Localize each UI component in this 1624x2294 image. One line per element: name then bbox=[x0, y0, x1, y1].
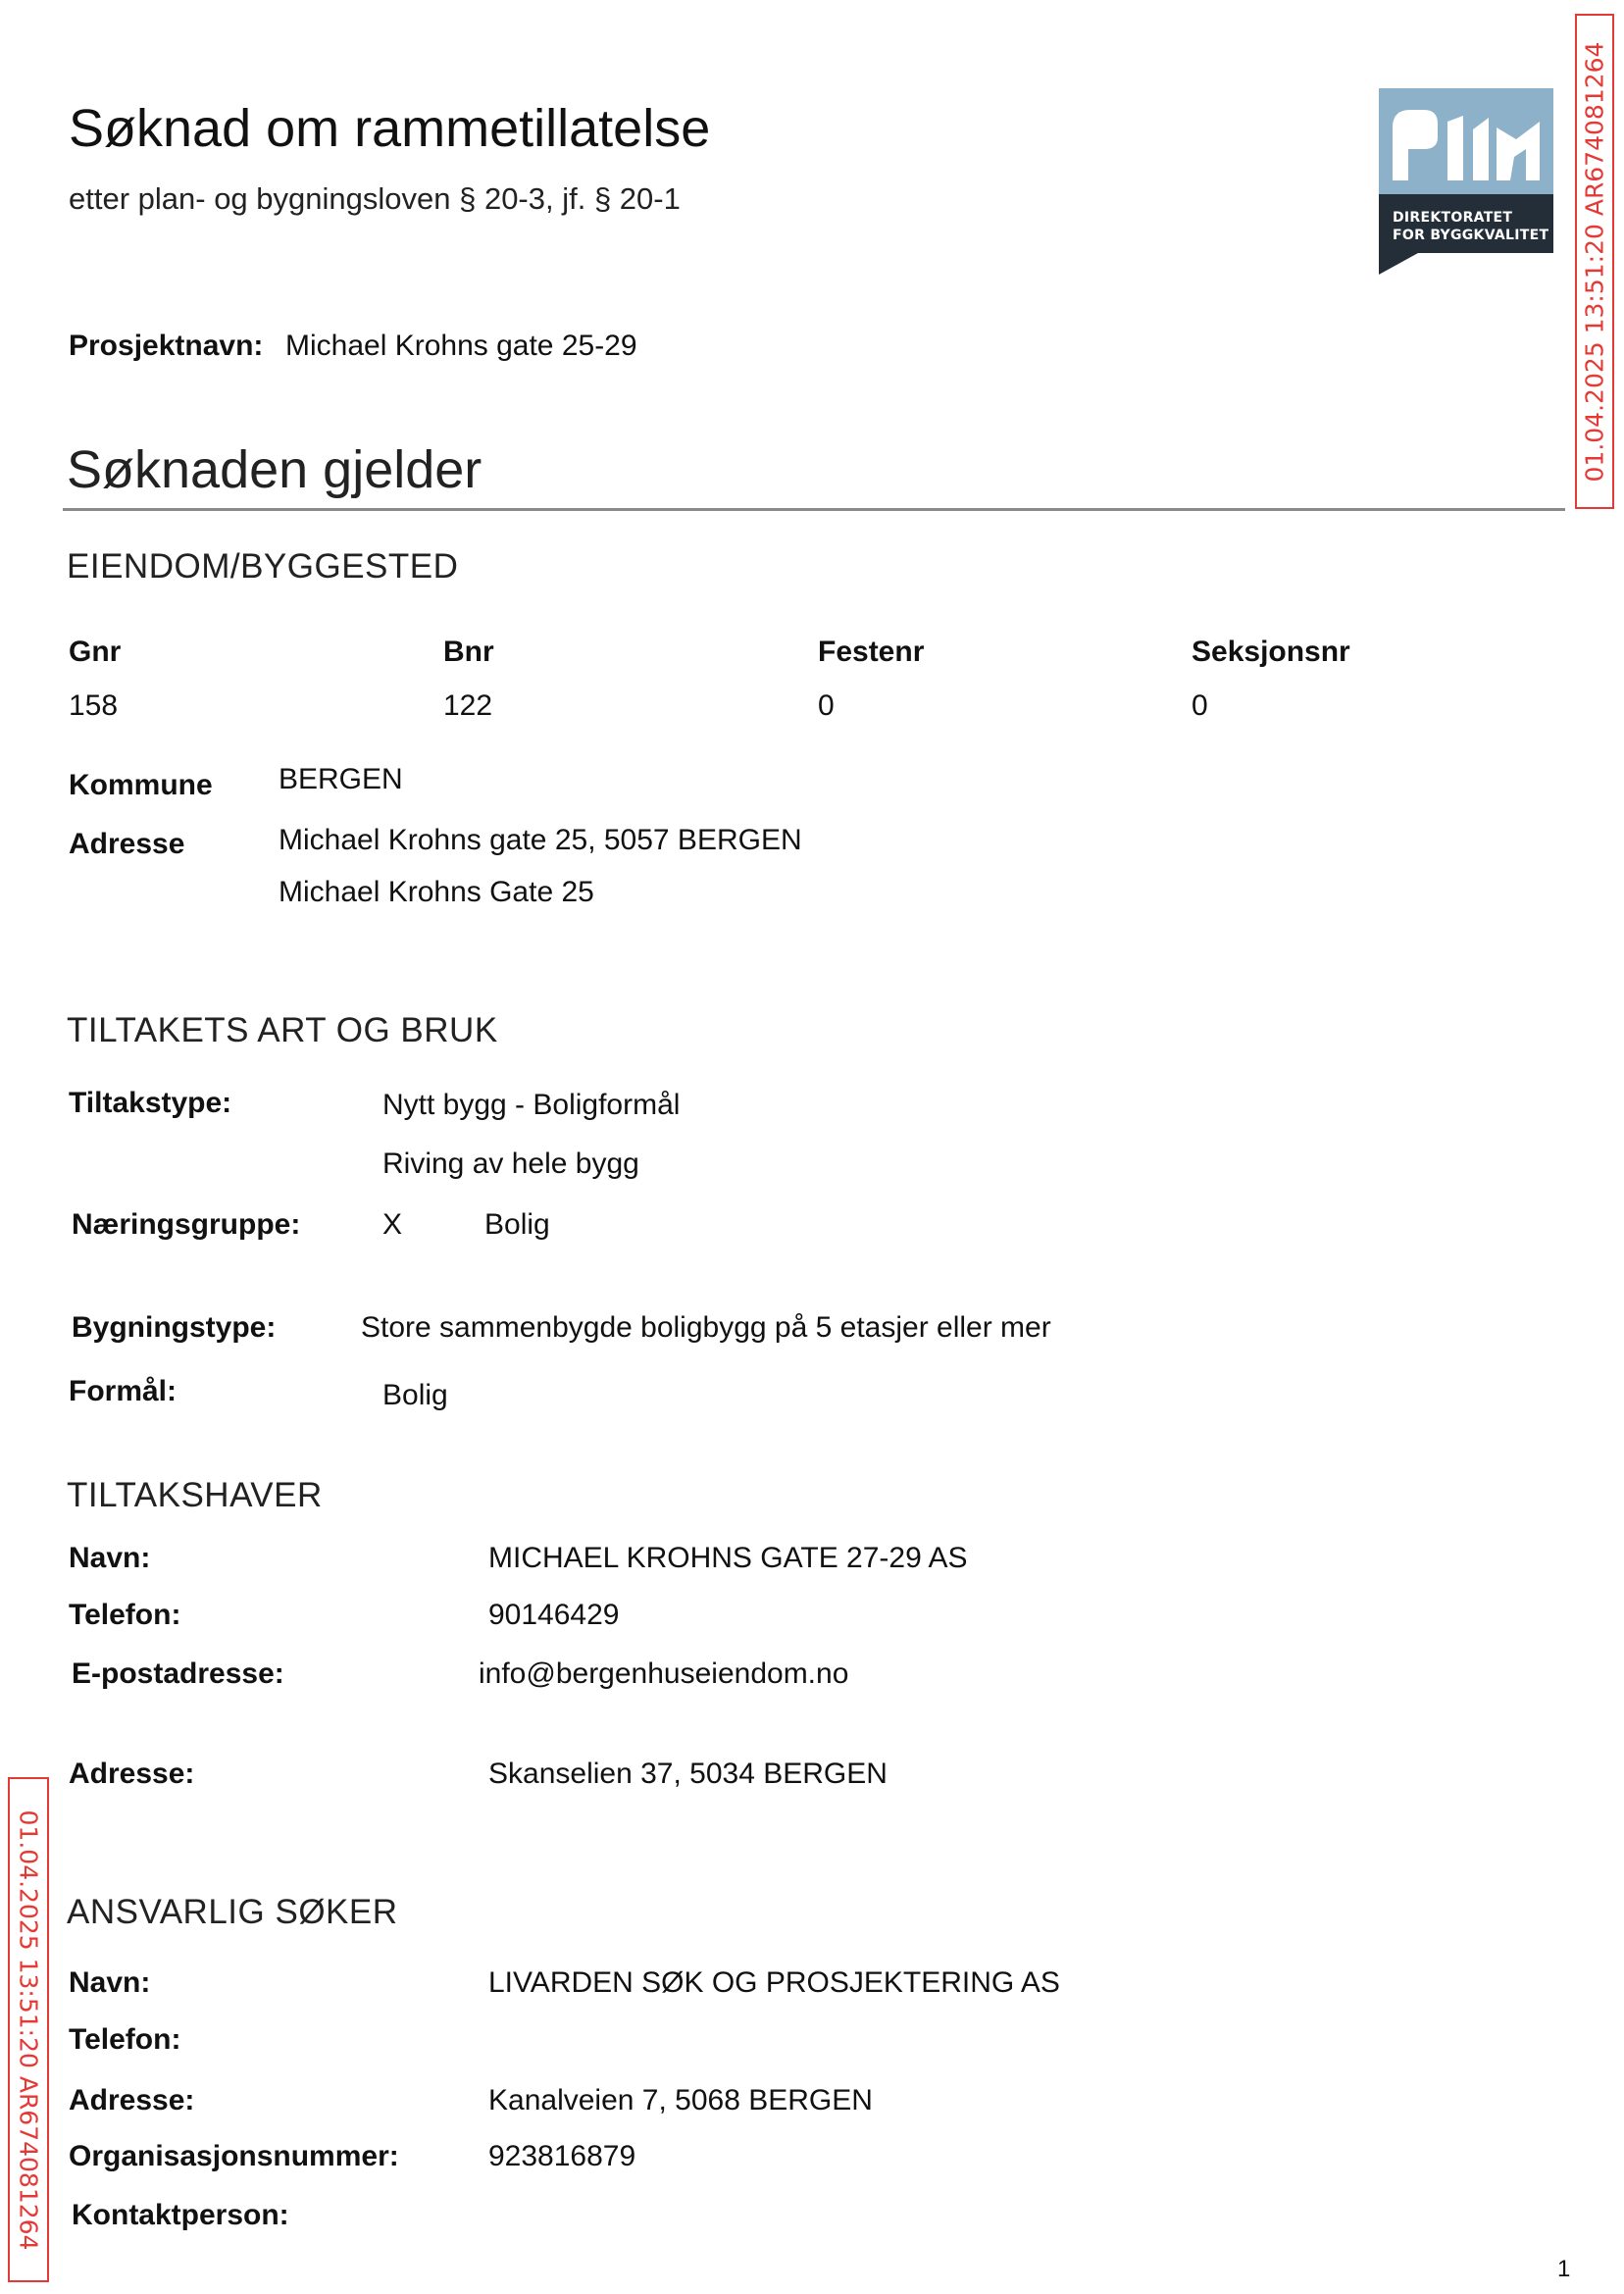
soker-telefon-label: Telefon: bbox=[69, 2023, 181, 2056]
festenr-value: 0 bbox=[818, 689, 835, 722]
tiltakshaver-epost-value: info@bergenhuseiendom.no bbox=[479, 1657, 849, 1690]
adresse-line2: Michael Krohns Gate 25 bbox=[279, 876, 594, 908]
stamp-text: 01.04.2025 13:51:20 AR674081264 bbox=[14, 1810, 43, 2250]
soker-adresse-value: Kanalveien 7, 5068 BERGEN bbox=[488, 2084, 873, 2116]
timestamp-stamp-right bbox=[1575, 14, 1614, 509]
bygningstype-value: Store sammenbygde boligbygg på 5 etasjer eller mer bbox=[361, 1311, 1051, 1344]
soker-heading: ANSVARLIG SØKER bbox=[67, 1893, 398, 1931]
project-name-label: Prosjektnavn: bbox=[69, 330, 264, 362]
document-subtitle: etter plan- og bygningsloven § 20-3, jf. § 20-1 bbox=[69, 181, 681, 216]
gnr-label: Gnr bbox=[69, 636, 122, 668]
adresse-line1: Michael Krohns gate 25, 5057 BERGEN bbox=[279, 824, 802, 856]
tiltakstype-value-2: Riving av hele bygg bbox=[382, 1147, 639, 1180]
bnr-label: Bnr bbox=[443, 636, 494, 668]
soker-org-label: Organisasjonsnummer: bbox=[69, 2140, 399, 2172]
soker-org-value: 923816879 bbox=[488, 2140, 636, 2172]
soker-kontakt-label: Kontaktperson: bbox=[72, 2199, 289, 2231]
stamp-text: 01.04.2025 13:51:20 AR674081264 bbox=[1580, 41, 1609, 482]
page-number: 1 bbox=[1557, 2256, 1571, 2282]
tiltakstype-value-1: Nytt bygg - Boligformål bbox=[382, 1089, 681, 1121]
bygningstype-label: Bygningstype: bbox=[72, 1311, 277, 1344]
naeringsgruppe-code: X bbox=[382, 1208, 403, 1241]
soker-navn-label: Navn: bbox=[69, 1966, 151, 1999]
adresse-label: Adresse bbox=[69, 828, 185, 860]
section-divider bbox=[63, 508, 1565, 511]
section-heading: Søknaden gjelder bbox=[67, 440, 482, 499]
tiltak-heading: TILTAKETS ART OG BRUK bbox=[67, 1011, 498, 1049]
bnr-value: 122 bbox=[443, 689, 493, 722]
project-name-value: Michael Krohns gate 25-29 bbox=[285, 330, 637, 362]
tiltakshaver-epost-label: E-postadresse: bbox=[72, 1657, 284, 1690]
tiltakstype-label: Tiltakstype: bbox=[69, 1087, 232, 1119]
timestamp-stamp-left bbox=[8, 1777, 49, 2282]
dibk-logo bbox=[1379, 88, 1553, 275]
logo-text-line1: DIREKTORATET bbox=[1393, 210, 1513, 226]
soker-adresse-label: Adresse: bbox=[69, 2084, 195, 2116]
naeringsgruppe-value: Bolig bbox=[484, 1208, 550, 1241]
tiltakshaver-adresse-value: Skanselien 37, 5034 BERGEN bbox=[488, 1758, 888, 1790]
property-heading: EIENDOM/BYGGESTED bbox=[67, 547, 459, 586]
document-title: Søknad om rammetillatelse bbox=[69, 99, 711, 158]
festenr-label: Festenr bbox=[818, 636, 925, 668]
soker-navn-value: LIVARDEN SØK OG PROSJEKTERING AS bbox=[488, 1966, 1060, 1999]
tiltakshaver-adresse-label: Adresse: bbox=[69, 1758, 195, 1790]
tiltakshaver-telefon-value: 90146429 bbox=[488, 1599, 620, 1631]
seksjonsnr-value: 0 bbox=[1192, 689, 1208, 722]
logo-flag bbox=[1379, 253, 1418, 275]
tiltakshaver-navn-label: Navn: bbox=[69, 1542, 151, 1574]
naeringsgruppe-label: Næringsgruppe: bbox=[72, 1208, 301, 1241]
seksjonsnr-label: Seksjonsnr bbox=[1192, 636, 1350, 668]
tiltakshaver-navn-value: MICHAEL KROHNS GATE 27-29 AS bbox=[488, 1542, 968, 1574]
tiltakshaver-telefon-label: Telefon: bbox=[69, 1599, 181, 1631]
kommune-label: Kommune bbox=[69, 769, 213, 801]
gnr-value: 158 bbox=[69, 689, 119, 722]
kommune-value: BERGEN bbox=[279, 763, 403, 795]
logo-building-icon bbox=[1379, 88, 1553, 194]
tiltakshaver-heading: TILTAKSHAVER bbox=[67, 1476, 323, 1514]
formal-label: Formål: bbox=[69, 1375, 178, 1407]
formal-value: Bolig bbox=[382, 1379, 448, 1411]
logo-text-line2: FOR BYGGKVALITET bbox=[1393, 228, 1549, 243]
